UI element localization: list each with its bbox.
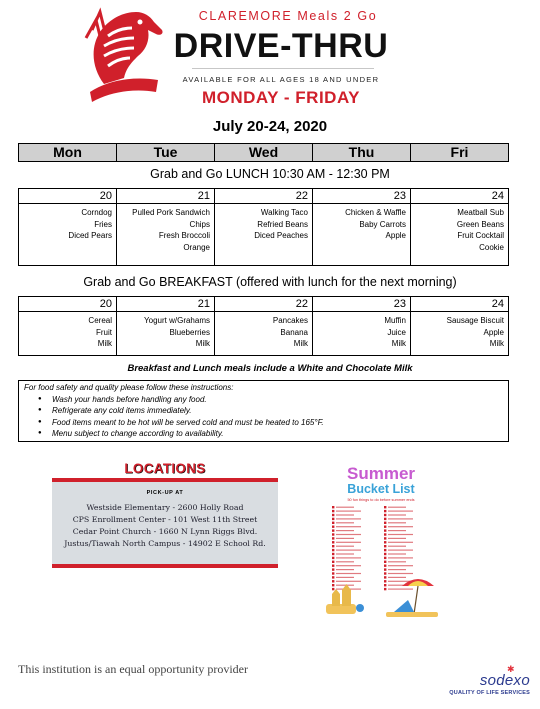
day-header-row: [18, 143, 509, 162]
menu-item: Blueberries: [169, 327, 210, 337]
menu-item: Diced Peaches: [254, 231, 308, 240]
lunch-day: [410, 189, 508, 265]
checklist-line: [336, 526, 361, 527]
menu-item: Chips: [189, 219, 210, 229]
menu-item: Apple: [385, 231, 406, 240]
checkbox-mark: [332, 545, 334, 547]
checklist-line: [336, 518, 361, 519]
menu-item: Milk: [489, 339, 504, 348]
breakfast-day: [116, 297, 214, 355]
checklist-line: [336, 507, 354, 508]
breakfast-title: Grab and Go BREAKFAST (offered with lunch for the next morning): [83, 275, 457, 289]
bucket-tagline: 50 fun things to do before summer ends: [347, 498, 415, 502]
lunch-date: 24: [411, 189, 508, 204]
menu-item: Diced Pears: [68, 231, 112, 240]
checkbox-mark: [384, 568, 386, 570]
day-fri: Fri: [410, 144, 508, 161]
checkbox-mark: [384, 561, 386, 563]
equal-opportunity-statement: This institution is an equal opportunity provider: [18, 662, 248, 676]
locations-box: [52, 478, 278, 568]
header-divider: [192, 68, 374, 69]
checkbox-mark: [332, 510, 334, 512]
week-date: July 20-24, 2020: [212, 118, 328, 135]
breakfast-items: [19, 312, 116, 350]
checklist-line: [336, 569, 354, 570]
checkbox-mark: [332, 506, 334, 508]
checkbox-mark: [384, 545, 386, 547]
zebra-logo: [78, 6, 168, 106]
bucket-subtitle: Bucket List: [347, 482, 415, 496]
breakfast-items: [411, 312, 508, 350]
breakfast-date: 21: [117, 297, 214, 312]
checklist-line: [388, 522, 406, 523]
day-wed: Wed: [214, 144, 312, 161]
checkbox-mark: [332, 537, 334, 539]
menu-item: Baby Carrots: [359, 219, 406, 229]
instruction-item: ● Food items meant to be hot will be served cold and must be heated to 165°F.: [24, 417, 503, 429]
checklist-line: [388, 546, 406, 547]
menu-item: Corndog: [81, 208, 112, 217]
checkbox-mark: [332, 533, 334, 535]
checkbox-mark: [332, 561, 334, 563]
zebra-head-icon: [78, 6, 168, 106]
lunch-items: [117, 204, 214, 253]
checkbox-mark: [384, 506, 386, 508]
checklist-line: [336, 538, 354, 539]
menu-item: Fruit: [96, 327, 112, 337]
menu-item: Milk: [391, 339, 406, 348]
checklist-line: [388, 565, 413, 566]
instruction-item: ● Menu subject to change according to availability.: [24, 428, 503, 440]
breakfast-day: [312, 297, 410, 355]
breakfast-day: [214, 297, 312, 355]
days-heading: MONDAY - FRIDAY: [201, 88, 360, 107]
checkbox-mark: [332, 568, 334, 570]
menu-item: Orange: [183, 242, 210, 252]
breakfast-items: [117, 312, 214, 350]
checklist-line: [336, 530, 354, 531]
checklist-line: [336, 534, 361, 535]
sodexo-star-icon: ✱: [507, 664, 515, 674]
checklist-line: [388, 534, 413, 535]
drive-thru-heading: DRIVE-THRU: [173, 27, 389, 65]
checkbox-mark: [384, 510, 386, 512]
instructions-intro: For food safety and quality please follow these instructions:: [24, 383, 234, 392]
summer-bucket-list: [322, 464, 440, 616]
lunch-date: 20: [19, 189, 116, 204]
locations-title: LOCATIONS: [124, 461, 206, 476]
beach-scene-icon: [322, 574, 440, 618]
checklist-line: [336, 546, 354, 547]
breakfast-day: [19, 297, 116, 355]
checkbox-mark: [332, 518, 334, 520]
checklist-line: [336, 511, 361, 512]
menu-item: Pulled Pork Sandwich: [132, 208, 210, 217]
availability-text: AVAILABLE FOR ALL AGES 18 AND UNDER: [182, 75, 380, 84]
menu-item: Milk: [195, 339, 210, 348]
checkbox-mark: [332, 529, 334, 531]
lunch-items: [215, 204, 312, 242]
lunch-day: [19, 189, 116, 265]
checklist-line: [388, 561, 406, 562]
checklist-line: [336, 514, 354, 515]
location-line: Westside Elementary - 2600 Holly Road: [86, 503, 244, 512]
lunch-items: [313, 204, 410, 242]
menu-item: Fruit Cocktail: [457, 231, 504, 240]
checkbox-mark: [384, 549, 386, 551]
checklist-line: [336, 557, 361, 558]
checkbox-mark: [384, 537, 386, 539]
checklist-line: [388, 569, 406, 570]
lunch-day: [214, 189, 312, 265]
menu-item: Muffin: [384, 316, 406, 325]
checkbox-mark: [332, 541, 334, 543]
menu-item: Cereal: [88, 316, 112, 325]
lunch-date: 23: [313, 189, 410, 204]
location-line: Justus/Tiawah North Campus - 14902 E School Rd.: [64, 539, 266, 548]
breakfast-date: 23: [313, 297, 410, 312]
checkbox-mark: [384, 529, 386, 531]
menu-item: Juice: [387, 327, 406, 337]
lunch-table: [18, 188, 509, 266]
menu-item: Meatball Sub: [457, 208, 504, 217]
day-thu: Thu: [312, 144, 410, 161]
day-mon: Mon: [53, 144, 82, 160]
checkbox-mark: [384, 565, 386, 567]
menu-item: Pancakes: [272, 316, 308, 325]
lunch-date: 22: [215, 189, 312, 204]
breakfast-table: [18, 296, 509, 356]
checkbox-mark: [332, 514, 334, 516]
checklist-line: [336, 565, 361, 566]
pickup-label: PICK-UP AT: [146, 490, 184, 496]
menu-item: Milk: [293, 339, 308, 348]
menu-item: Chicken & Waffle: [345, 208, 406, 217]
menu-item: Walking Taco: [260, 208, 308, 217]
checklist-line: [336, 542, 361, 543]
lunch-items: [411, 204, 508, 253]
checklist-line: [388, 542, 413, 543]
breakfast-date: 20: [19, 297, 116, 312]
checklist-line: [336, 550, 361, 551]
checklist-line: [388, 550, 413, 551]
menu-item: Fresh Broccoli: [158, 231, 210, 240]
breakfast-items: [313, 312, 410, 350]
lunch-title: Grab and Go LUNCH 10:30 AM - 12:30 PM: [150, 167, 390, 181]
checkbox-mark: [384, 518, 386, 520]
checklist-line: [336, 522, 354, 523]
menu-item: Cookie: [479, 242, 504, 252]
checkbox-mark: [384, 526, 386, 528]
checkbox-mark: [332, 526, 334, 528]
bucket-title: Summer: [346, 464, 416, 483]
breakfast-day: [410, 297, 508, 355]
checklist-line: [388, 538, 406, 539]
checkbox-mark: [332, 522, 334, 524]
checklist-line: [388, 518, 413, 519]
menu-item: Banana: [280, 327, 308, 337]
checklist-line: [388, 526, 413, 527]
sodexo-tagline: QUALITY OF LIFE SERVICES: [449, 690, 530, 696]
menu-item: Fries: [94, 219, 112, 229]
checkbox-mark: [332, 549, 334, 551]
breakfast-date: 22: [215, 297, 312, 312]
checklist-line: [388, 557, 413, 558]
program-name: CLAREMORE Meals 2 Go: [198, 9, 378, 23]
checkbox-mark: [332, 557, 334, 559]
checkbox-mark: [332, 553, 334, 555]
menu-item: Green Beans: [456, 219, 504, 229]
checklist-line: [388, 507, 406, 508]
lunch-day: [312, 189, 410, 265]
checkbox-mark: [384, 514, 386, 516]
milk-note: Breakfast and Lunch meals include a White and Chocolate Milk: [127, 363, 413, 374]
instructions-list: [24, 394, 503, 440]
lunch-day: [116, 189, 214, 265]
checklist-line: [336, 561, 354, 562]
lunch-items: [19, 204, 116, 242]
checkbox-mark: [384, 533, 386, 535]
instruction-item: ● Wash your hands before handling any food.: [24, 394, 503, 406]
location-line: Cedar Point Church - 1660 N Lynn Riggs Blvd.: [72, 527, 258, 536]
checklist-line: [388, 553, 406, 554]
checkbox-mark: [384, 541, 386, 543]
breakfast-date: 24: [411, 297, 508, 312]
instruction-item: ● Refrigerate any cold items immediately.: [24, 405, 503, 417]
food-safety-box: [18, 380, 509, 442]
checklist-line: [336, 553, 354, 554]
menu-item: Milk: [97, 339, 112, 348]
checklist-line: [388, 530, 406, 531]
checkbox-mark: [332, 565, 334, 567]
checkbox-mark: [384, 557, 386, 559]
location-line: CPS Enrollment Center - 101 West 11th Street: [72, 515, 258, 524]
breakfast-items: [215, 312, 312, 350]
menu-item: Apple: [483, 327, 504, 337]
checklist-line: [388, 514, 406, 515]
menu-item: Yogurt w/Grahams: [144, 316, 210, 325]
checkbox-mark: [384, 553, 386, 555]
checkbox-mark: [384, 522, 386, 524]
day-tue: Tue: [116, 144, 214, 161]
lunch-date: 21: [117, 189, 214, 204]
checklist-line: [388, 511, 413, 512]
menu-item: Refried Beans: [257, 219, 308, 229]
sodexo-logo: sodexo: [479, 672, 530, 689]
menu-item: Sausage Biscuit: [446, 316, 504, 325]
